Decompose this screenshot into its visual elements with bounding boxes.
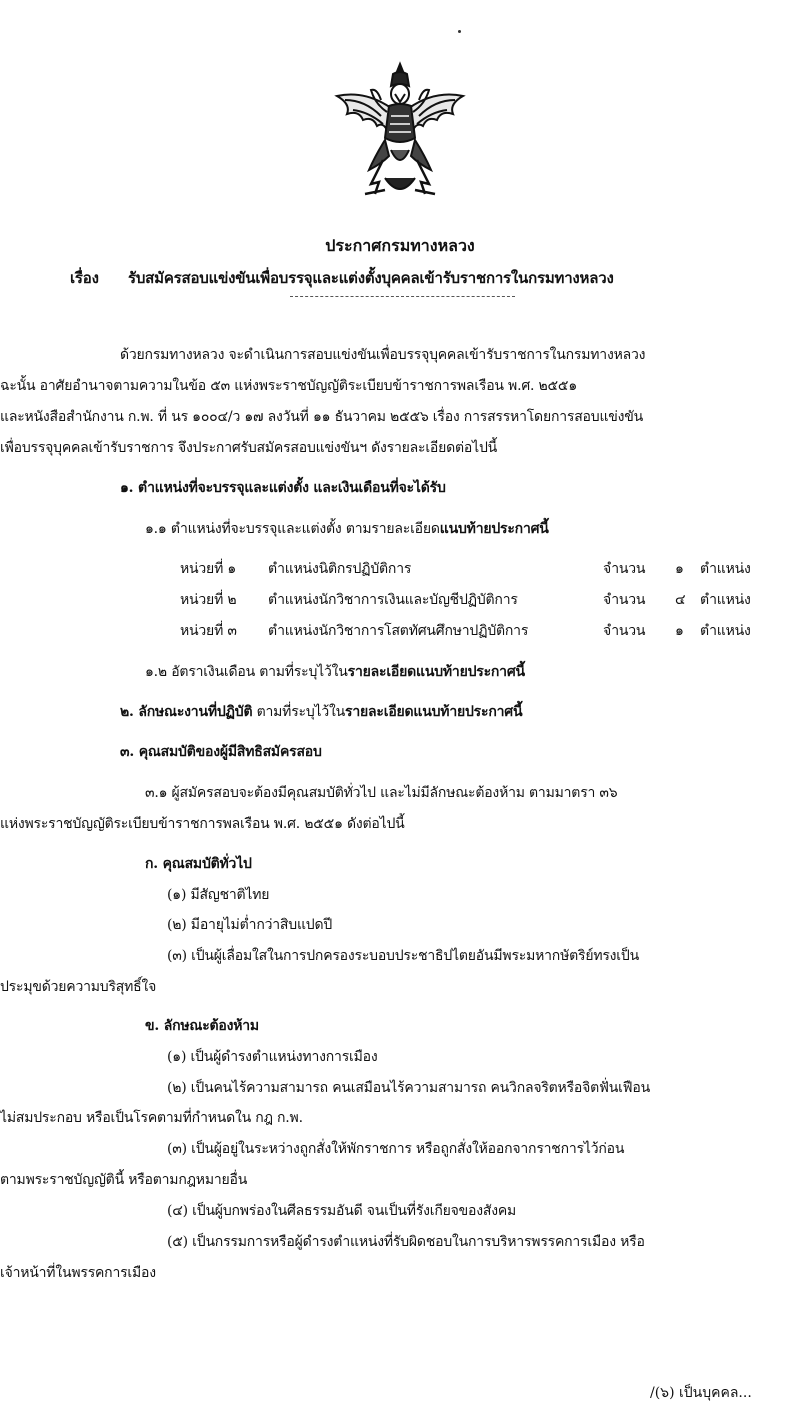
section-1-1-bold: แนบท้ายประกาศนี้ xyxy=(439,521,549,537)
prohibition-item-1: (๑) เป็นผู้ดำรงตำแหน่งทางการเมือง xyxy=(167,1049,378,1065)
section-1-1 xyxy=(145,518,549,540)
document-subject xyxy=(70,266,770,290)
section-3-1-line-2: แห่งพระราชบัญญัติระเบียบข้าราชการพลเรือน พ.ศ. ๒๕๕๑ ดังต่อไปนี้ xyxy=(0,816,405,832)
section-2 xyxy=(120,701,522,723)
position-amount: ๑ xyxy=(675,623,684,639)
prohibitions-heading: ข. ลักษณะต้องห้าม xyxy=(145,1018,259,1034)
position-amount-unit: ตำแหน่ง xyxy=(700,592,751,608)
general-item-1: (๑) มีสัญชาติไทย xyxy=(167,887,270,903)
prohibition-item-2-line-1: (๒) เป็นคนไร้ความสามารถ คนเสมือนไร้ความสามารถ คนวิกลจริตหรือจิตฟั่นเฟือน xyxy=(167,1080,650,1096)
section-2-heading: ๒. ลักษณะงานที่ปฏิบัติ xyxy=(120,704,253,720)
position-amount-label: จำนวน xyxy=(603,561,646,577)
position-amount-label: จำนวน xyxy=(603,623,646,639)
section-1-heading: ๑. ตำแหน่งที่จะบรรจุและแต่งตั้ง และเงินเดือนที่จะได้รับ xyxy=(120,480,446,496)
prohibition-item-3-line-1: (๓) เป็นผู้อยู่ในระหว่างถูกสั่งให้พักราชการ หรือถูกสั่งให้ออกจากราชการไว้ก่อน xyxy=(167,1141,625,1157)
subject-text: รับสมัครสอบแข่งขันเพื่อบรรจุและแต่งตั้งบุคคลเข้ารับราชการในกรมทางหลวง xyxy=(128,269,614,287)
position-amount: ๔ xyxy=(675,592,686,608)
continuation-note: /(๖) เป็นบุคคล... xyxy=(650,1385,752,1401)
garuda-emblem-icon xyxy=(325,60,475,210)
prohibition-item-4: (๔) เป็นผู้บกพร่องในศีลธรรมอันดี จนเป็นที่รังเกียจของสังคม xyxy=(167,1203,517,1219)
position-title: ตำแหน่งนิติกรปฏิบัติการ xyxy=(268,561,412,577)
position-amount-unit: ตำแหน่ง xyxy=(700,623,751,639)
intro-line-3: และหนังสือสำนักงาน ก.พ. ที่ นร ๑๐๐๔/ว ๑๗ ลงวันที่ ๑๑ ธันวาคม ๒๕๕๖ เรื่อง การสรรหาโดยการสอบแข่งขัน xyxy=(0,409,644,425)
section-3-heading: ๓. คุณสมบัติของผู้มีสิทธิสมัครสอบ xyxy=(120,744,322,760)
position-row xyxy=(180,558,780,580)
document-title: ประกาศกรมทางหลวง xyxy=(325,236,475,255)
prohibition-item-5-line-2: เจ้าหน้าที่ในพรรคการเมือง xyxy=(0,1265,156,1281)
intro-line-2: ฉะนั้น อาศัยอำนาจตามความในข้อ ๕๓ แห่งพระราชบัญญัติระเบียบข้าราชการพลเรือน พ.ศ. ๒๕๕๑ xyxy=(0,378,578,394)
position-amount: ๑ xyxy=(675,561,684,577)
position-amount-label: จำนวน xyxy=(603,592,646,608)
position-unit: หน่วยที่ ๒ xyxy=(180,592,237,608)
intro-line-1: ด้วยกรมทางหลวง จะดำเนินการสอบแข่งขันเพื่อบรรจุบุคคลเข้ารับราชการในกรมทางหลวง xyxy=(120,347,646,363)
general-qualifications-heading: ก. คุณสมบัติทั่วไป xyxy=(145,856,252,872)
section-2-text: ตามที่ระบุไว้ใน xyxy=(252,704,346,720)
position-title: ตำแหน่งนักวิชาการโสตทัศนศึกษาปฏิบัติการ xyxy=(268,623,529,639)
section-1-2 xyxy=(145,661,525,683)
position-unit: หน่วยที่ ๓ xyxy=(180,623,237,639)
intro-line-4: เพื่อบรรจุบุคคลเข้ารับราชการ จึงประกาศรับสมัครสอบแข่งขันฯ ดังรายละเอียดต่อไปนี้ xyxy=(0,440,498,456)
position-title: ตำแหน่งนักวิชาการเงินและบัญชีปฏิบัติการ xyxy=(268,592,518,608)
position-amount-unit: ตำแหน่ง xyxy=(700,561,751,577)
general-item-3-line-2: ประมุขด้วยความบริสุทธิ์ใจ xyxy=(0,979,157,995)
prohibition-item-2-line-2: ไม่สมประกอบ หรือเป็นโรคตามที่กำหนดใน กฎ ก.พ. xyxy=(0,1110,303,1126)
position-unit: หน่วยที่ ๑ xyxy=(180,561,237,577)
prohibition-item-3-line-2: ตามพระราชบัญญัตินี้ หรือตามกฎหมายอื่น xyxy=(0,1172,248,1188)
position-row xyxy=(180,589,780,611)
subject-label: เรื่อง xyxy=(70,269,99,287)
prohibition-item-5-line-1: (๕) เป็นกรรมการหรือผู้ดำรงตำแหน่งที่รับผิดชอบในการบริหารพรรคการเมือง หรือ xyxy=(167,1234,645,1250)
position-row xyxy=(180,620,780,642)
section-1-1-text: ๑.๑ ตำแหน่งที่จะบรรจุและแต่งตั้ง ตามรายละเอียด xyxy=(145,521,440,537)
section-3-1-line-1: ๓.๑ ผู้สมัครสอบจะต้องมีคุณสมบัติทั่วไป และไม่มีลักษณะต้องห้าม ตามมาตรา ๓๖ xyxy=(145,785,618,801)
general-item-2: (๒) มีอายุไม่ต่ำกว่าสิบแปดปี xyxy=(167,917,333,933)
general-item-3-line-1: (๓) เป็นผู้เลื่อมใสในการปกครองระบอบประชาธิปไตยอันมีพระมหากษัตริย์ทรงเป็น xyxy=(167,948,639,964)
section-1-2-text: ๑.๒ อัตราเงินเดือน ตามที่ระบุไว้ใน xyxy=(145,664,348,680)
dashed-divider xyxy=(290,296,515,297)
section-2-bold: รายละเอียดแนบท้ายประกาศนี้ xyxy=(345,704,523,720)
speck-mark xyxy=(458,30,461,33)
section-1-2-bold: รายละเอียดแนบท้ายประกาศนี้ xyxy=(347,664,525,680)
